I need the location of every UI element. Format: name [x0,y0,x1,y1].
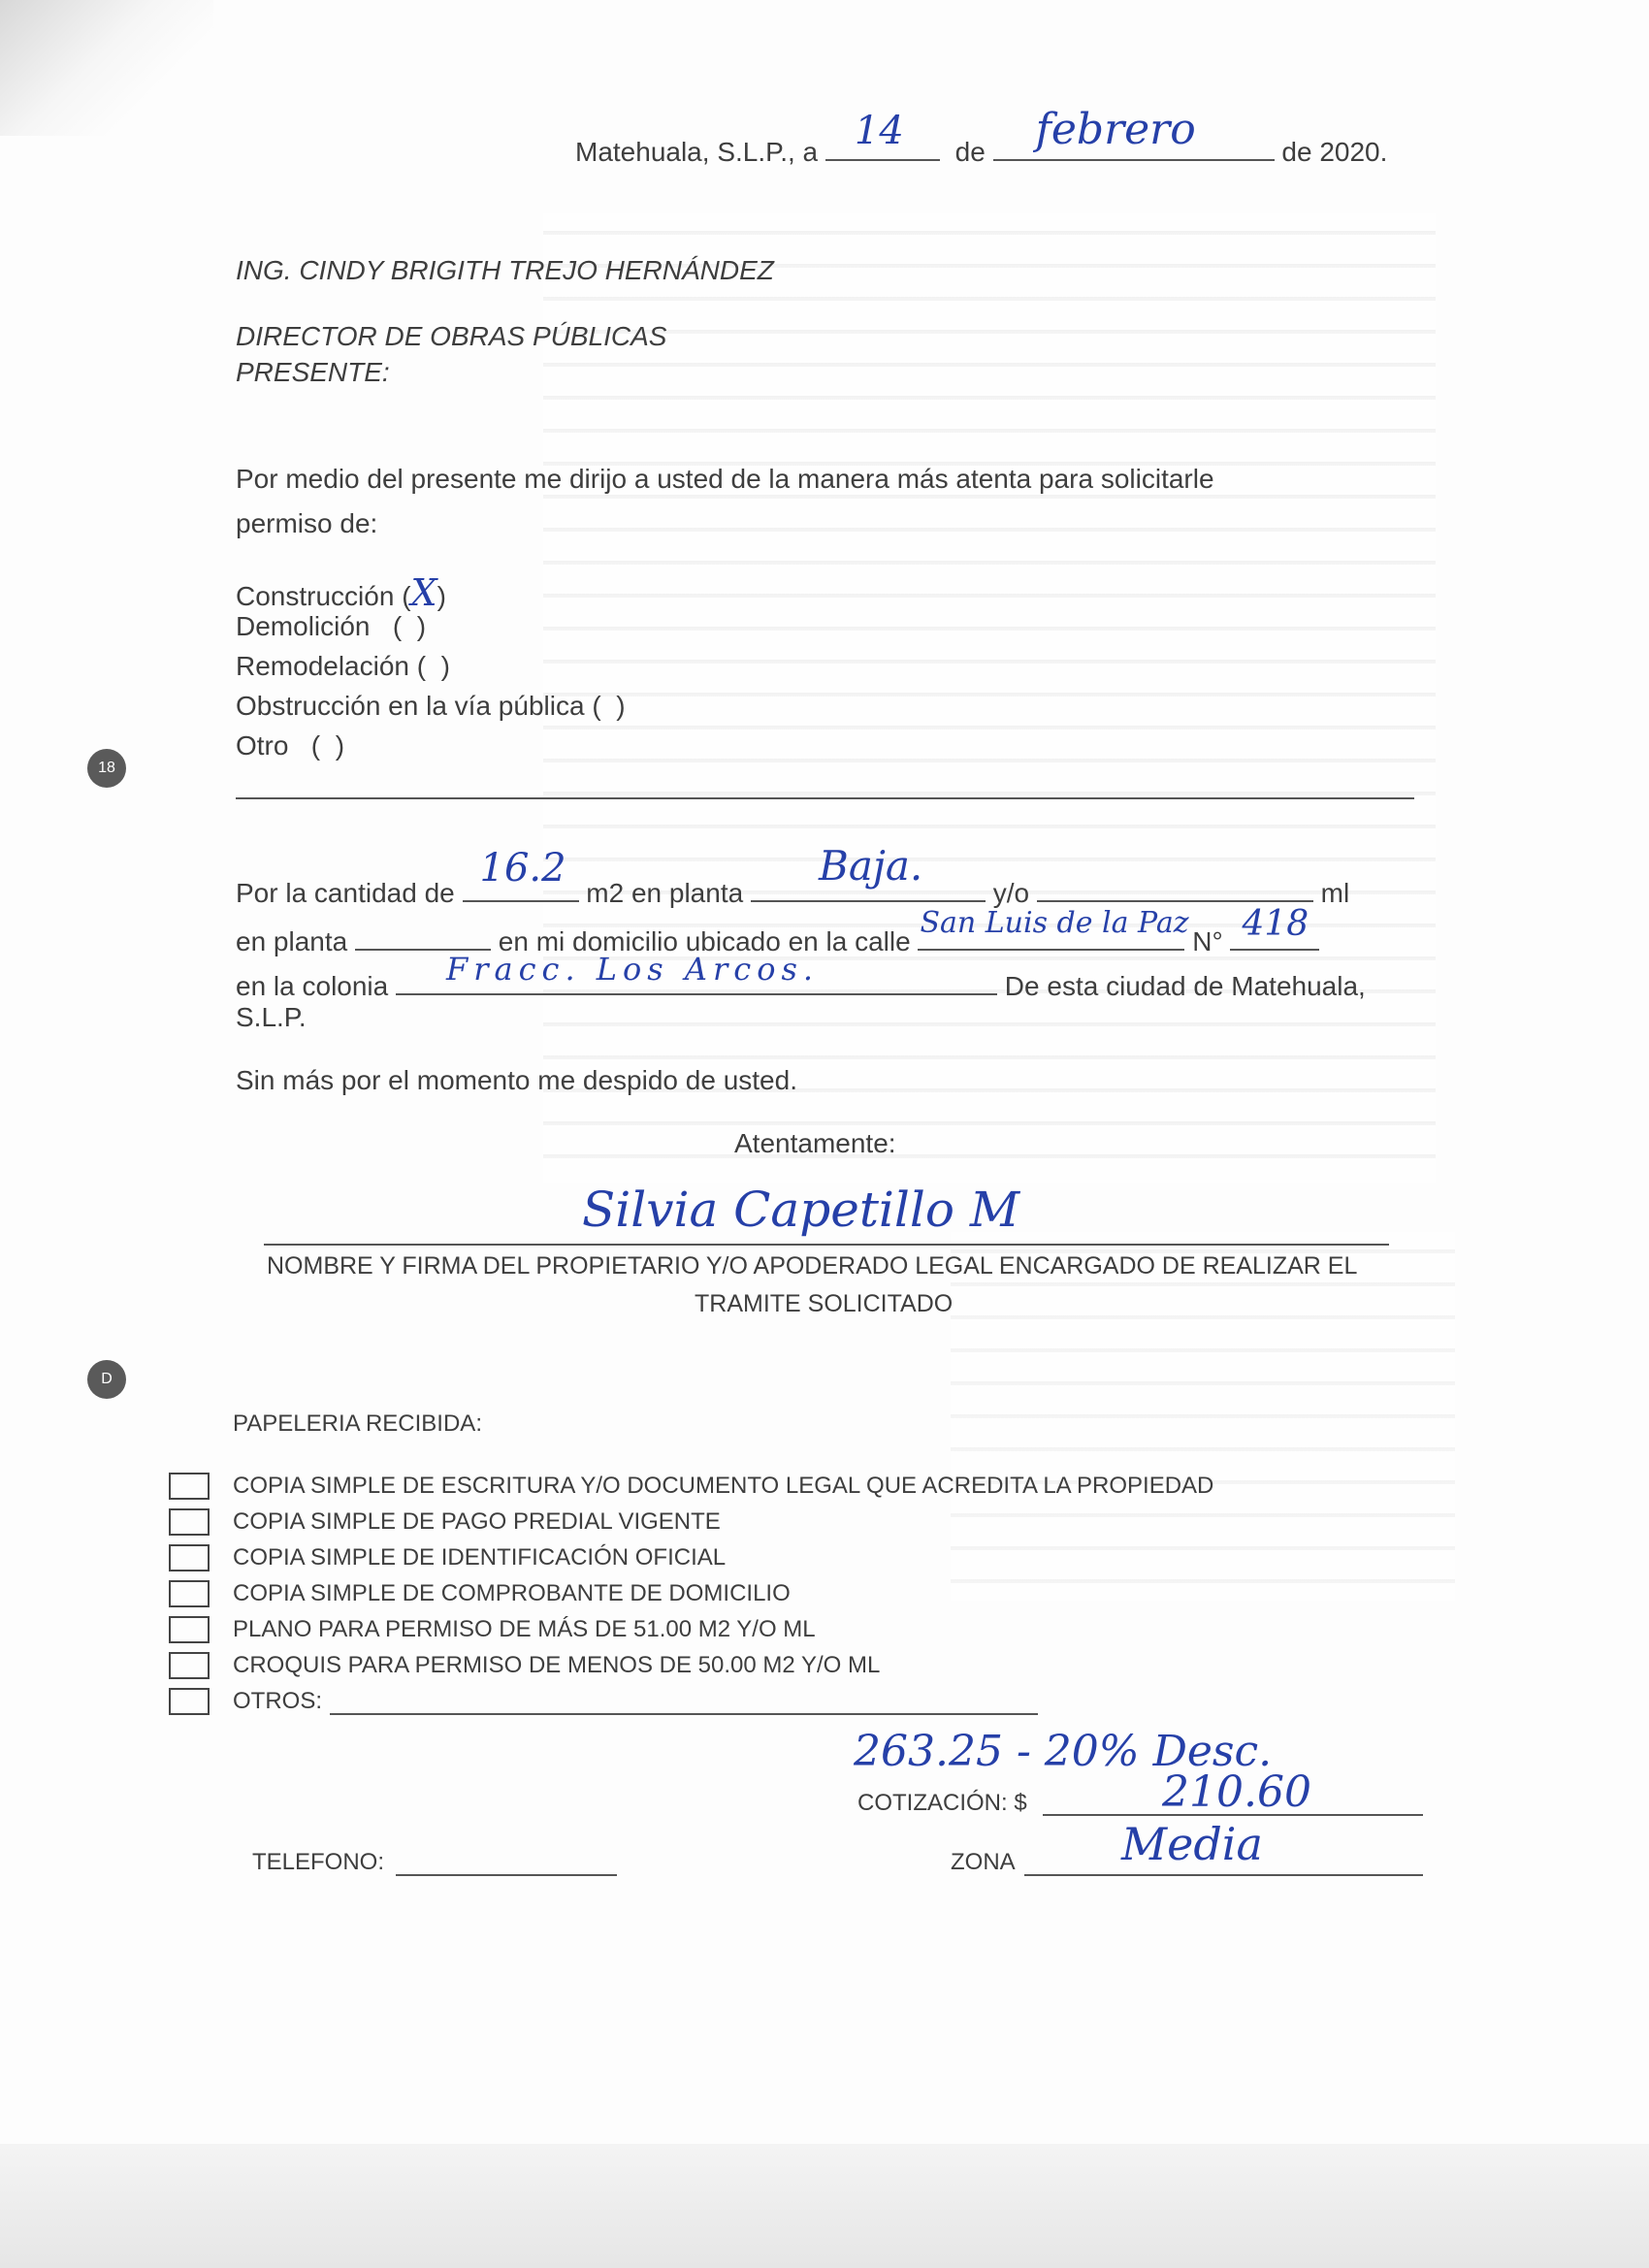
recipient-greeting: PRESENTE: [236,357,390,387]
telefono-line [396,1874,617,1876]
date-line [575,105,1388,168]
recipient-title: DIRECTOR DE OBRAS PÚBLICAS [236,321,667,351]
despedida-text: Sin más por el momento me despido de usted. [236,1065,797,1095]
otros-line [330,1713,1038,1715]
telefono-label: TELEFONO: [252,1849,385,1875]
colonia-blank [396,951,997,995]
option-label: Construcción [236,581,395,611]
ml-label: ml [1320,878,1350,908]
month-value: febrero [1035,105,1196,154]
paperwork-checkbox[interactable] [169,1544,210,1571]
paperwork-item: COPIA SIMPLE DE COMPROBANTE DE DOMICILIO [233,1580,791,1606]
paperwork-checkbox[interactable] [169,1508,210,1536]
qty-blank [463,846,579,902]
numero-blank [1230,904,1319,951]
intro-line-2: permiso de: [236,508,378,538]
signature: Silvia Capetillo M [582,1182,1020,1238]
m2-label: m2 en planta [586,878,744,908]
option-paren: ( ) [416,651,450,681]
qty-label: Por la cantidad de [236,878,455,908]
month-blank [993,105,1275,161]
slp-text: S.L.P. [236,1002,307,1032]
otro-line [236,797,1414,799]
scan-bottom-shadow [0,2144,1649,2268]
option-obstruccion [236,691,626,722]
option-label: Remodelación [236,651,409,681]
recipient-name: ING. CINDY BRIGITH TREJO HERNÁNDEZ [236,255,774,285]
day-blank [825,109,940,161]
scan-shadow [0,0,213,136]
zona-line [1024,1874,1423,1876]
paperwork-item: COPIA SIMPLE DE PAGO PREDIAL VIGENTE [233,1508,721,1535]
cotizacion-value: 210.60 [1162,1767,1311,1817]
sign-caption-1: NOMBRE Y FIRMA DEL PROPIETARIO Y/O APODERADO LEGAL ENCARGADO DE REALIZAR EL [267,1252,1358,1280]
option-construccion: Construcción (X) [236,571,446,614]
option-label: Obstrucción en la vía pública [236,691,585,721]
option-otro [236,730,344,761]
paperwork-item: COPIA SIMPLE DE ESCRITURA Y/O DOCUMENTO LEGAL QUE ACREDITA LA PROPIEDAD [233,1473,1214,1499]
en-planta-blank [355,920,491,951]
punch-hole-bottom: D [87,1360,126,1399]
street-blank [918,906,1189,951]
paperwork-checkbox[interactable] [169,1616,210,1643]
ml-blank [1037,871,1313,902]
paperwork-checkbox[interactable] [169,1688,210,1715]
paperwork-item: PLANO PARA PERMISO DE MÁS DE 51.00 M2 Y/O ML [233,1616,816,1642]
planta-value: Baja. [818,842,923,890]
option-demolicion [236,611,426,642]
option-paren: ( ) [592,691,626,721]
option-label: Otro [236,730,289,761]
paperwork-checkbox[interactable] [169,1580,210,1607]
option-mark: X [410,571,437,614]
option-paren: ( ) [296,730,345,761]
punch-hole-top: 18 [87,749,126,788]
intro-line-1: Por medio del presente me dirijo a usted de la manera más atenta para solicitarle [236,464,1214,494]
paperwork-item: OTROS: [233,1688,323,1714]
place-text: Matehuala, S.L.P., a [575,137,819,167]
option-paren: ( ) [377,611,427,641]
numero-value: 418 [1242,904,1310,944]
colonia-label: en la colonia [236,971,389,1001]
bleed-through-lower [951,1232,1455,1601]
handwritten-calc: 263.25 - 20% Desc. [854,1727,1273,1776]
numero-label: N° [1192,926,1223,956]
bleed-through [543,213,1436,1183]
yo-label: y/o [992,878,1030,908]
option-label: Demolición [236,611,371,641]
day-value: 14 [854,109,904,153]
cotizacion-label: COTIZACIÓN: $ [857,1790,1027,1816]
qty-line [236,842,1350,909]
paperwork-item: CROQUIS PARA PERMISO DE MENOS DE 50.00 M2 Y/O ML [233,1652,881,1678]
colonia-value: Fracc. Los Arcos. [446,951,820,988]
domicilio-label: en mi domicilio ubicado en la calle [498,926,911,956]
street-value: San Luis de la Paz [920,906,1189,940]
atentamente-text: Atentamente: [734,1128,896,1158]
signature-line [264,1244,1389,1246]
en-planta-label: en planta [236,926,348,956]
paperwork-checkbox[interactable] [169,1652,210,1679]
year-text: de 2020. [1281,137,1388,167]
paperwork-heading: PAPELERIA RECIBIDA: [233,1410,482,1437]
paperwork-checkbox[interactable] [169,1473,210,1500]
planta-blank [751,842,986,902]
colonia-line [236,951,1366,1002]
option-paren: ( [402,581,411,611]
zona-value: Media [1121,1818,1263,1870]
de-text: de [954,137,986,167]
zona-label: ZONA [951,1849,1016,1875]
qty-value: 16.2 [479,846,566,891]
paperwork-item: COPIA SIMPLE DE IDENTIFICACIÓN OFICIAL [233,1544,727,1571]
sign-caption-2: TRAMITE SOLICITADO [695,1290,954,1317]
ciudad-label: De esta ciudad de Matehuala, [1004,971,1366,1001]
option-remodelacion [236,651,450,682]
